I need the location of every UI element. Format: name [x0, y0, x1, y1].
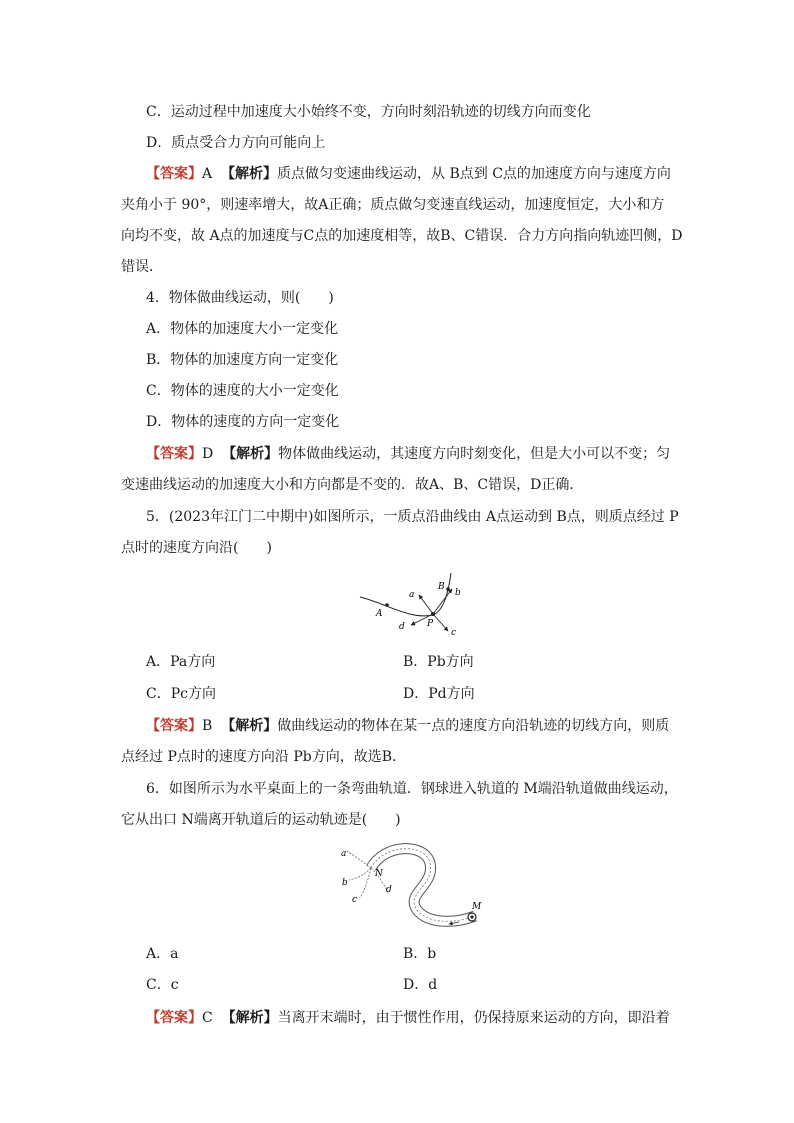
label-b-dir: b: [455, 588, 461, 598]
q5-figure: [355, 565, 475, 640]
q3-analysis-line-2: 夹角小于 90°，则速率增大，故A正确；质点做匀变速直线运动，加速度恒定，大小和方: [121, 197, 665, 213]
label-m: M: [472, 902, 482, 912]
analysis-label: 【解析】: [222, 446, 279, 462]
q3-option-c: C．运动过程中加速度大小始终不变，方向时刻沿轨迹的切线方向而变化: [146, 104, 591, 120]
q5-option-a: A．Pa方向: [146, 654, 216, 670]
path-a: [345, 850, 371, 868]
path-b: [349, 868, 371, 880]
q6-option-a: A．a: [146, 946, 179, 962]
q3-answer: [146, 164, 671, 184]
analysis-text: 当离开末端时，由于惯性作用，仍保持原来运动的方向，即沿着: [277, 1010, 670, 1026]
q4-answer: [146, 444, 670, 464]
analysis-text: 物体做曲线运动，其速度方向时刻变化，但是大小可以不变；匀: [278, 446, 671, 462]
q4-stem: 4．物体做曲线运动，则( ): [146, 290, 334, 306]
q5-option-c: C．Pc方向: [146, 686, 216, 702]
label-b-path: b: [342, 878, 348, 888]
label-a-point: A: [376, 609, 383, 619]
steel-ball-center: [470, 915, 473, 918]
point-b-dot: [446, 587, 450, 591]
answer-value: D: [202, 446, 214, 462]
q4-analysis-line-2: 变速曲线运动的加速度大小和方向都是不变的．故A、B、C错误，D正确．: [121, 477, 584, 493]
q5-analysis-line-2: 点经过 P点时的速度方向沿 Pb方向，故选B．: [121, 749, 406, 765]
answer-label: 【答案】: [146, 718, 202, 734]
q5-stem-line-2: 点时的速度方向沿( ): [121, 540, 272, 556]
answer-value: A: [202, 166, 213, 182]
q6-answer: [146, 1008, 670, 1028]
trajectory-curve: [360, 573, 451, 616]
label-p-point: P: [427, 619, 434, 629]
q5-stem-line-1: 5．(2023年江门二中期中)如图所示，一质点沿曲线由 A点运动到 B点，则质点经过 P: [146, 509, 679, 525]
q6-option-b: B．b: [403, 946, 437, 962]
q6-stem-line-2: 它从出口 N端离开轨道后的运动轨迹是( ): [121, 812, 401, 828]
label-d-dir: d: [399, 622, 405, 632]
point-a-dot: [385, 603, 389, 607]
analysis-text: 做曲线运动的物体在某一点的速度方向沿轨迹的切线方向，则质: [277, 718, 670, 734]
q4-option-d: D．物体的速度的方向一定变化: [146, 414, 340, 430]
answer-value: C: [202, 1010, 213, 1026]
analysis-label: 【解析】: [221, 1010, 278, 1026]
q4-option-b: B．物体的加速度方向一定变化: [146, 352, 339, 368]
label-d-path: d: [386, 885, 392, 895]
label-c-path: c: [352, 895, 358, 905]
label-c-dir: c: [451, 628, 457, 638]
analysis-text: 质点做匀变速曲线运动，从 B点到 C点的加速度方向与速度方向: [277, 166, 671, 182]
q4-option-a: A．物体的加速度大小一定变化: [146, 321, 339, 337]
q6-option-d: D．d: [403, 977, 438, 993]
analysis-label: 【解析】: [221, 166, 278, 182]
q3-option-d: D．质点受合力方向可能向上: [146, 135, 326, 151]
arrow-pb: [433, 589, 452, 614]
q6-stem-line-1: 6．如图所示为水平桌面上的一条弯曲轨道．钢球进入轨道的 M端沿轨道做曲线运动，: [146, 781, 678, 797]
arrow-pc: [433, 614, 448, 631]
label-a-dir: a: [409, 590, 415, 600]
label-n: N: [375, 869, 383, 879]
q3-analysis-line-3: 向均不变，故 A点的加速度与C点的加速度相等，故B、C错误．合力方向指向轨迹凹侧，D: [121, 228, 683, 244]
q6-figure: [335, 838, 495, 930]
q4-option-c: C．物体的速度的大小一定变化: [146, 383, 339, 399]
q5-option-d: D．Pd方向: [403, 686, 475, 702]
answer-label: 【答案】: [146, 446, 202, 462]
q5-answer: [146, 716, 669, 736]
answer-label: 【答案】: [146, 166, 202, 182]
label-a-path: a: [341, 849, 347, 859]
label-b-point: B: [438, 582, 445, 592]
analysis-label: 【解析】: [221, 718, 278, 734]
answer-label: 【答案】: [146, 1010, 202, 1026]
arrow-pa: [419, 595, 433, 614]
answer-value: B: [202, 718, 213, 734]
q3-analysis-line-4: 错误．: [121, 259, 163, 275]
q6-option-c: C．c: [146, 977, 179, 993]
q5-option-b: B．Pb方向: [403, 654, 474, 670]
